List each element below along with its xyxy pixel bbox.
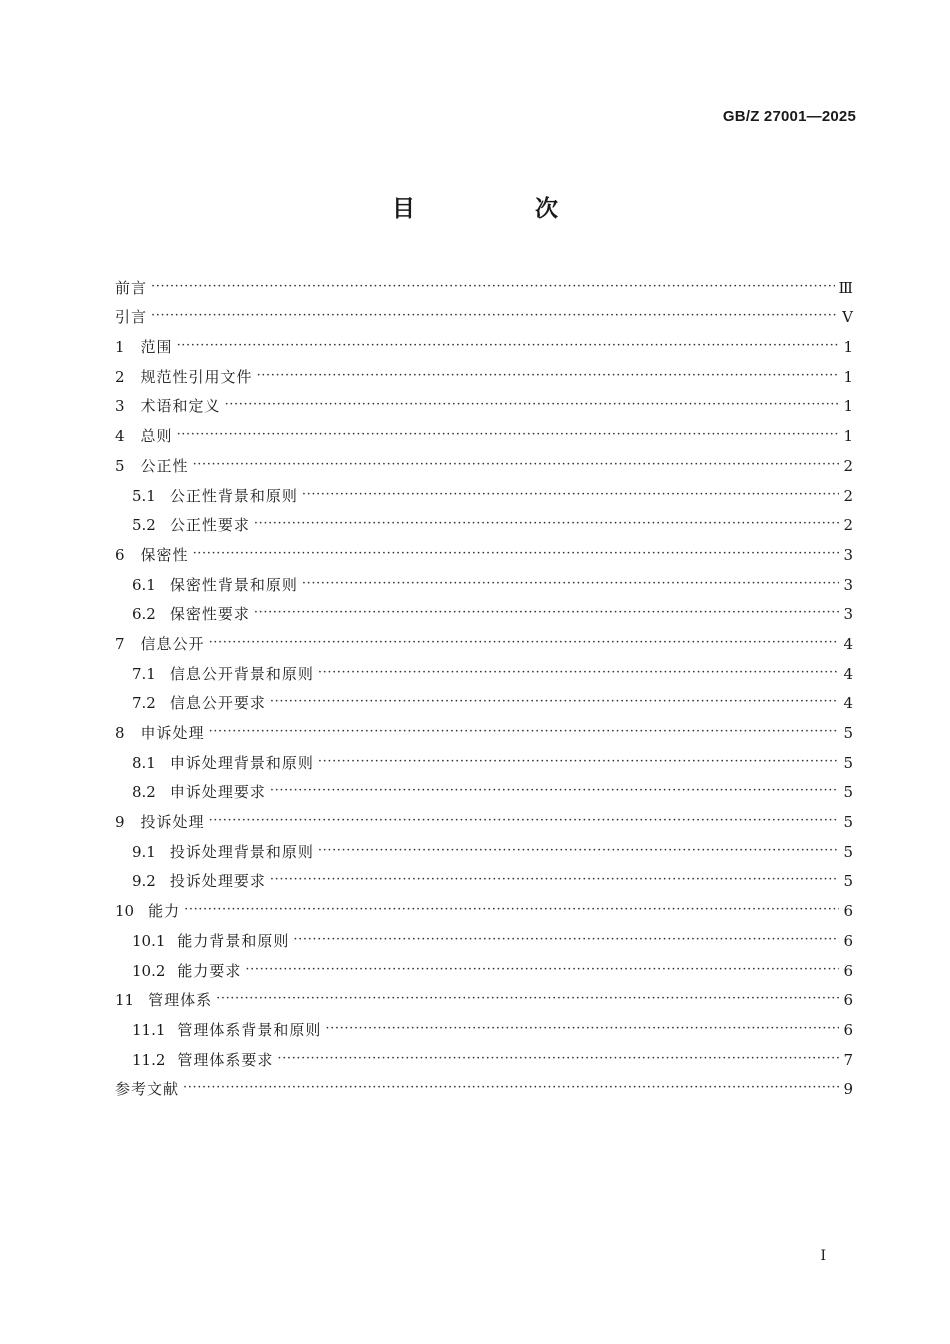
toc-entry-title: 能力背景和原则 xyxy=(177,931,290,950)
toc-entry-page: 4 xyxy=(843,694,853,713)
toc-entry-page: 6 xyxy=(843,902,853,921)
dot-leader xyxy=(270,693,839,713)
toc-entry-page: 5 xyxy=(843,842,853,861)
toc-entry[interactable] xyxy=(115,743,853,773)
toc-entry[interactable] xyxy=(115,773,853,803)
toc-entry-number: 11.1 xyxy=(132,1020,166,1039)
toc-entry-page: 4 xyxy=(843,634,853,653)
toc-entry-text xyxy=(132,575,302,595)
toc-entry-title: 投诉处理要求 xyxy=(169,872,266,891)
toc-entry-text xyxy=(132,604,254,624)
toc-title: 目 次 xyxy=(391,196,614,222)
dot-leader xyxy=(254,515,839,535)
toc-entry-title: 申诉处理 xyxy=(140,724,205,742)
dot-leader xyxy=(151,307,838,327)
toc-entry[interactable] xyxy=(115,624,853,654)
toc-entry-number: 10.1 xyxy=(132,931,166,950)
toc-entry-page: 3 xyxy=(843,545,853,564)
toc-entry[interactable] xyxy=(115,268,853,298)
toc-entry-page: 1 xyxy=(843,338,853,357)
standard-code: GB/Z 27001—2025 xyxy=(722,108,856,125)
toc-entry-title: 公正性要求 xyxy=(169,516,250,535)
toc-entry-page: 5 xyxy=(843,724,853,742)
toc-entry[interactable] xyxy=(115,595,853,625)
toc-entry-title: 规范性引用文件 xyxy=(140,367,253,386)
toc-entry-page: 6 xyxy=(843,931,853,950)
dot-leader xyxy=(209,812,839,832)
toc-entry-text xyxy=(132,1050,277,1070)
toc-entry-title: 保密性要求 xyxy=(169,605,250,624)
toc-entry-page: 1 xyxy=(843,427,853,446)
toc-entry[interactable] xyxy=(115,981,853,1011)
toc-entry-page: 1 xyxy=(843,367,853,386)
dot-leader xyxy=(254,604,839,624)
page-folio: I xyxy=(820,1248,826,1264)
toc-entry[interactable] xyxy=(115,446,853,476)
toc-entry-text xyxy=(115,901,184,921)
toc-entry[interactable] xyxy=(115,1040,853,1070)
toc-entry[interactable] xyxy=(115,357,853,387)
dot-leader xyxy=(318,664,839,684)
toc-entry-title: 总则 xyxy=(140,427,173,446)
toc-entry-page: 5 xyxy=(843,872,853,891)
toc-entry[interactable] xyxy=(115,298,853,328)
toc-entry-text xyxy=(115,545,193,565)
toc-entry-text xyxy=(115,990,216,1010)
toc-entry-page: 4 xyxy=(843,664,853,683)
toc-entry-title: 投诉处理背景和原则 xyxy=(169,842,314,861)
toc-entry-text xyxy=(132,693,270,713)
toc-entry-page: 2 xyxy=(843,486,853,505)
toc-entry-text xyxy=(132,931,293,951)
toc-entry[interactable] xyxy=(115,654,853,684)
toc-entry-page: 7 xyxy=(843,1050,853,1069)
toc-entry-number: 9 xyxy=(115,813,125,832)
dot-leader xyxy=(293,931,839,951)
toc-entry-number: 8.1 xyxy=(132,753,156,772)
dot-leader xyxy=(245,961,839,981)
toc-entry-title: 管理体系 xyxy=(148,991,213,1010)
dot-leader xyxy=(209,634,839,654)
toc-entry[interactable] xyxy=(115,416,853,446)
toc-entry-number: 4 xyxy=(115,427,125,446)
toc-entry-number: 2 xyxy=(115,367,125,386)
toc-entry-text xyxy=(132,1020,325,1040)
dot-leader xyxy=(318,842,839,862)
toc-entry-number: 8 xyxy=(115,724,125,742)
toc-entry-text xyxy=(115,307,151,327)
toc-entry-text xyxy=(115,1079,183,1099)
toc-entry-number: 11 xyxy=(115,991,135,1010)
toc-entry-title: 申诉处理背景和原则 xyxy=(169,753,314,772)
toc-entry-number: 8.2 xyxy=(132,783,156,802)
toc-entry-number: 1 xyxy=(115,338,125,357)
toc-entry-page: 6 xyxy=(843,961,853,980)
toc-entry[interactable] xyxy=(115,387,853,417)
dot-leader xyxy=(177,337,839,357)
toc-entry-number: 9.1 xyxy=(132,842,156,861)
toc-entry-page: 6 xyxy=(843,1020,853,1039)
toc-entry-page: 2 xyxy=(843,516,853,535)
toc-entry-text xyxy=(115,456,193,476)
toc-entry-title: 参考文献 xyxy=(115,1080,180,1099)
dot-leader xyxy=(151,278,835,298)
toc-entry-number: 11.2 xyxy=(132,1050,166,1069)
toc-entry-page: 5 xyxy=(843,753,853,772)
toc-entry-page: 5 xyxy=(843,813,853,832)
toc-entry-number: 5.2 xyxy=(132,516,156,535)
toc-entry-title: 公正性 xyxy=(140,456,189,475)
dot-leader xyxy=(183,1079,839,1099)
toc-entry-title: 管理体系背景和原则 xyxy=(177,1020,322,1039)
toc-entry-title: 信息公开背景和原则 xyxy=(169,664,314,683)
toc-entry-text xyxy=(115,367,257,387)
toc-entry-title: 范围 xyxy=(140,338,173,357)
dot-leader xyxy=(270,871,839,891)
toc-entry-title: 能力要求 xyxy=(177,961,242,980)
toc-entry-title: 公正性背景和原则 xyxy=(169,486,298,505)
dot-leader xyxy=(257,367,839,387)
toc-entry-title: 信息公开 xyxy=(140,634,205,653)
toc-entry[interactable] xyxy=(115,862,853,892)
toc-entry-text xyxy=(115,426,177,446)
toc-entry[interactable] xyxy=(115,684,853,714)
dot-leader xyxy=(193,456,839,476)
toc-entry-text xyxy=(132,871,270,891)
toc-entry-page: 3 xyxy=(843,605,853,624)
toc-entry-number: 7.2 xyxy=(132,694,156,713)
toc-entry-title: 能力 xyxy=(148,902,181,921)
toc-entry-title: 保密性 xyxy=(140,545,189,564)
toc-entry-text xyxy=(132,486,302,506)
toc-entry-number: 7.1 xyxy=(132,664,156,683)
dot-leader xyxy=(277,1050,839,1070)
toc-entry-number: 7 xyxy=(115,634,125,653)
dot-leader xyxy=(177,426,839,446)
dot-leader xyxy=(184,901,839,921)
toc-entry[interactable] xyxy=(115,891,853,921)
toc-entry-page: Ⅲ xyxy=(838,278,853,297)
toc-entry-text xyxy=(115,812,209,832)
toc-entry-title: 引言 xyxy=(115,308,148,327)
dot-leader xyxy=(302,486,839,506)
toc-entry-text xyxy=(132,753,318,773)
toc-entry-page: 2 xyxy=(843,456,853,475)
toc-entry-number: 9.2 xyxy=(132,872,156,891)
dot-leader xyxy=(193,545,839,565)
toc-entry-number: 3 xyxy=(115,397,125,416)
toc-entry-text xyxy=(115,634,209,654)
toc-entry-title: 术语和定义 xyxy=(140,397,221,416)
toc-entry[interactable] xyxy=(115,1010,853,1040)
toc-entry-number: 6.1 xyxy=(132,575,156,594)
toc-entry[interactable] xyxy=(115,327,853,357)
toc-entry-text xyxy=(132,782,270,802)
toc-entry[interactable] xyxy=(115,506,853,536)
dot-leader xyxy=(216,990,839,1010)
dot-leader xyxy=(325,1020,839,1040)
toc-entry-page: Ⅴ xyxy=(842,308,853,327)
toc-entry-text xyxy=(132,664,318,684)
toc-entry[interactable] xyxy=(115,832,853,862)
dot-leader xyxy=(318,753,839,773)
dot-leader xyxy=(270,782,839,802)
toc-entry-page: 6 xyxy=(843,991,853,1010)
toc-entry-text xyxy=(132,842,318,862)
toc-entry-number: 10.2 xyxy=(132,961,166,980)
toc-entry-number: 5 xyxy=(115,456,125,475)
toc-entry-title: 管理体系要求 xyxy=(177,1050,274,1069)
dot-leader xyxy=(302,575,839,595)
toc-entry-text xyxy=(132,961,245,981)
toc-entry-page: 1 xyxy=(843,397,853,416)
table-of-contents xyxy=(115,268,853,1099)
toc-entry-title: 信息公开要求 xyxy=(169,694,266,713)
toc-entry[interactable] xyxy=(115,535,853,565)
toc-entry[interactable] xyxy=(115,802,853,832)
toc-entry[interactable] xyxy=(115,1070,853,1100)
dot-leader xyxy=(225,396,839,416)
toc-entry-number: 10 xyxy=(115,902,135,921)
toc-entry[interactable] xyxy=(115,951,853,981)
toc-entry-title: 申诉处理要求 xyxy=(169,783,266,802)
toc-entry-page: 9 xyxy=(843,1080,853,1099)
toc-entry-text xyxy=(115,723,209,743)
toc-entry-text xyxy=(115,396,225,416)
toc-entry-title: 前言 xyxy=(115,278,148,297)
dot-leader xyxy=(209,723,839,743)
toc-entry[interactable] xyxy=(115,476,853,506)
toc-entry-number: 5.1 xyxy=(132,486,156,505)
toc-entry-text xyxy=(132,515,254,535)
toc-entry[interactable] xyxy=(115,921,853,951)
toc-entry-page: 3 xyxy=(843,575,853,594)
toc-entry-number: 6.2 xyxy=(132,605,156,624)
toc-entry-page: 5 xyxy=(843,783,853,802)
toc-entry-title: 保密性背景和原则 xyxy=(169,575,298,594)
toc-entry-text xyxy=(115,278,151,298)
toc-entry-text xyxy=(115,337,177,357)
toc-entry-number: 6 xyxy=(115,545,125,564)
toc-entry[interactable] xyxy=(115,713,853,743)
toc-entry[interactable] xyxy=(115,565,853,595)
toc-entry-title: 投诉处理 xyxy=(140,813,205,832)
